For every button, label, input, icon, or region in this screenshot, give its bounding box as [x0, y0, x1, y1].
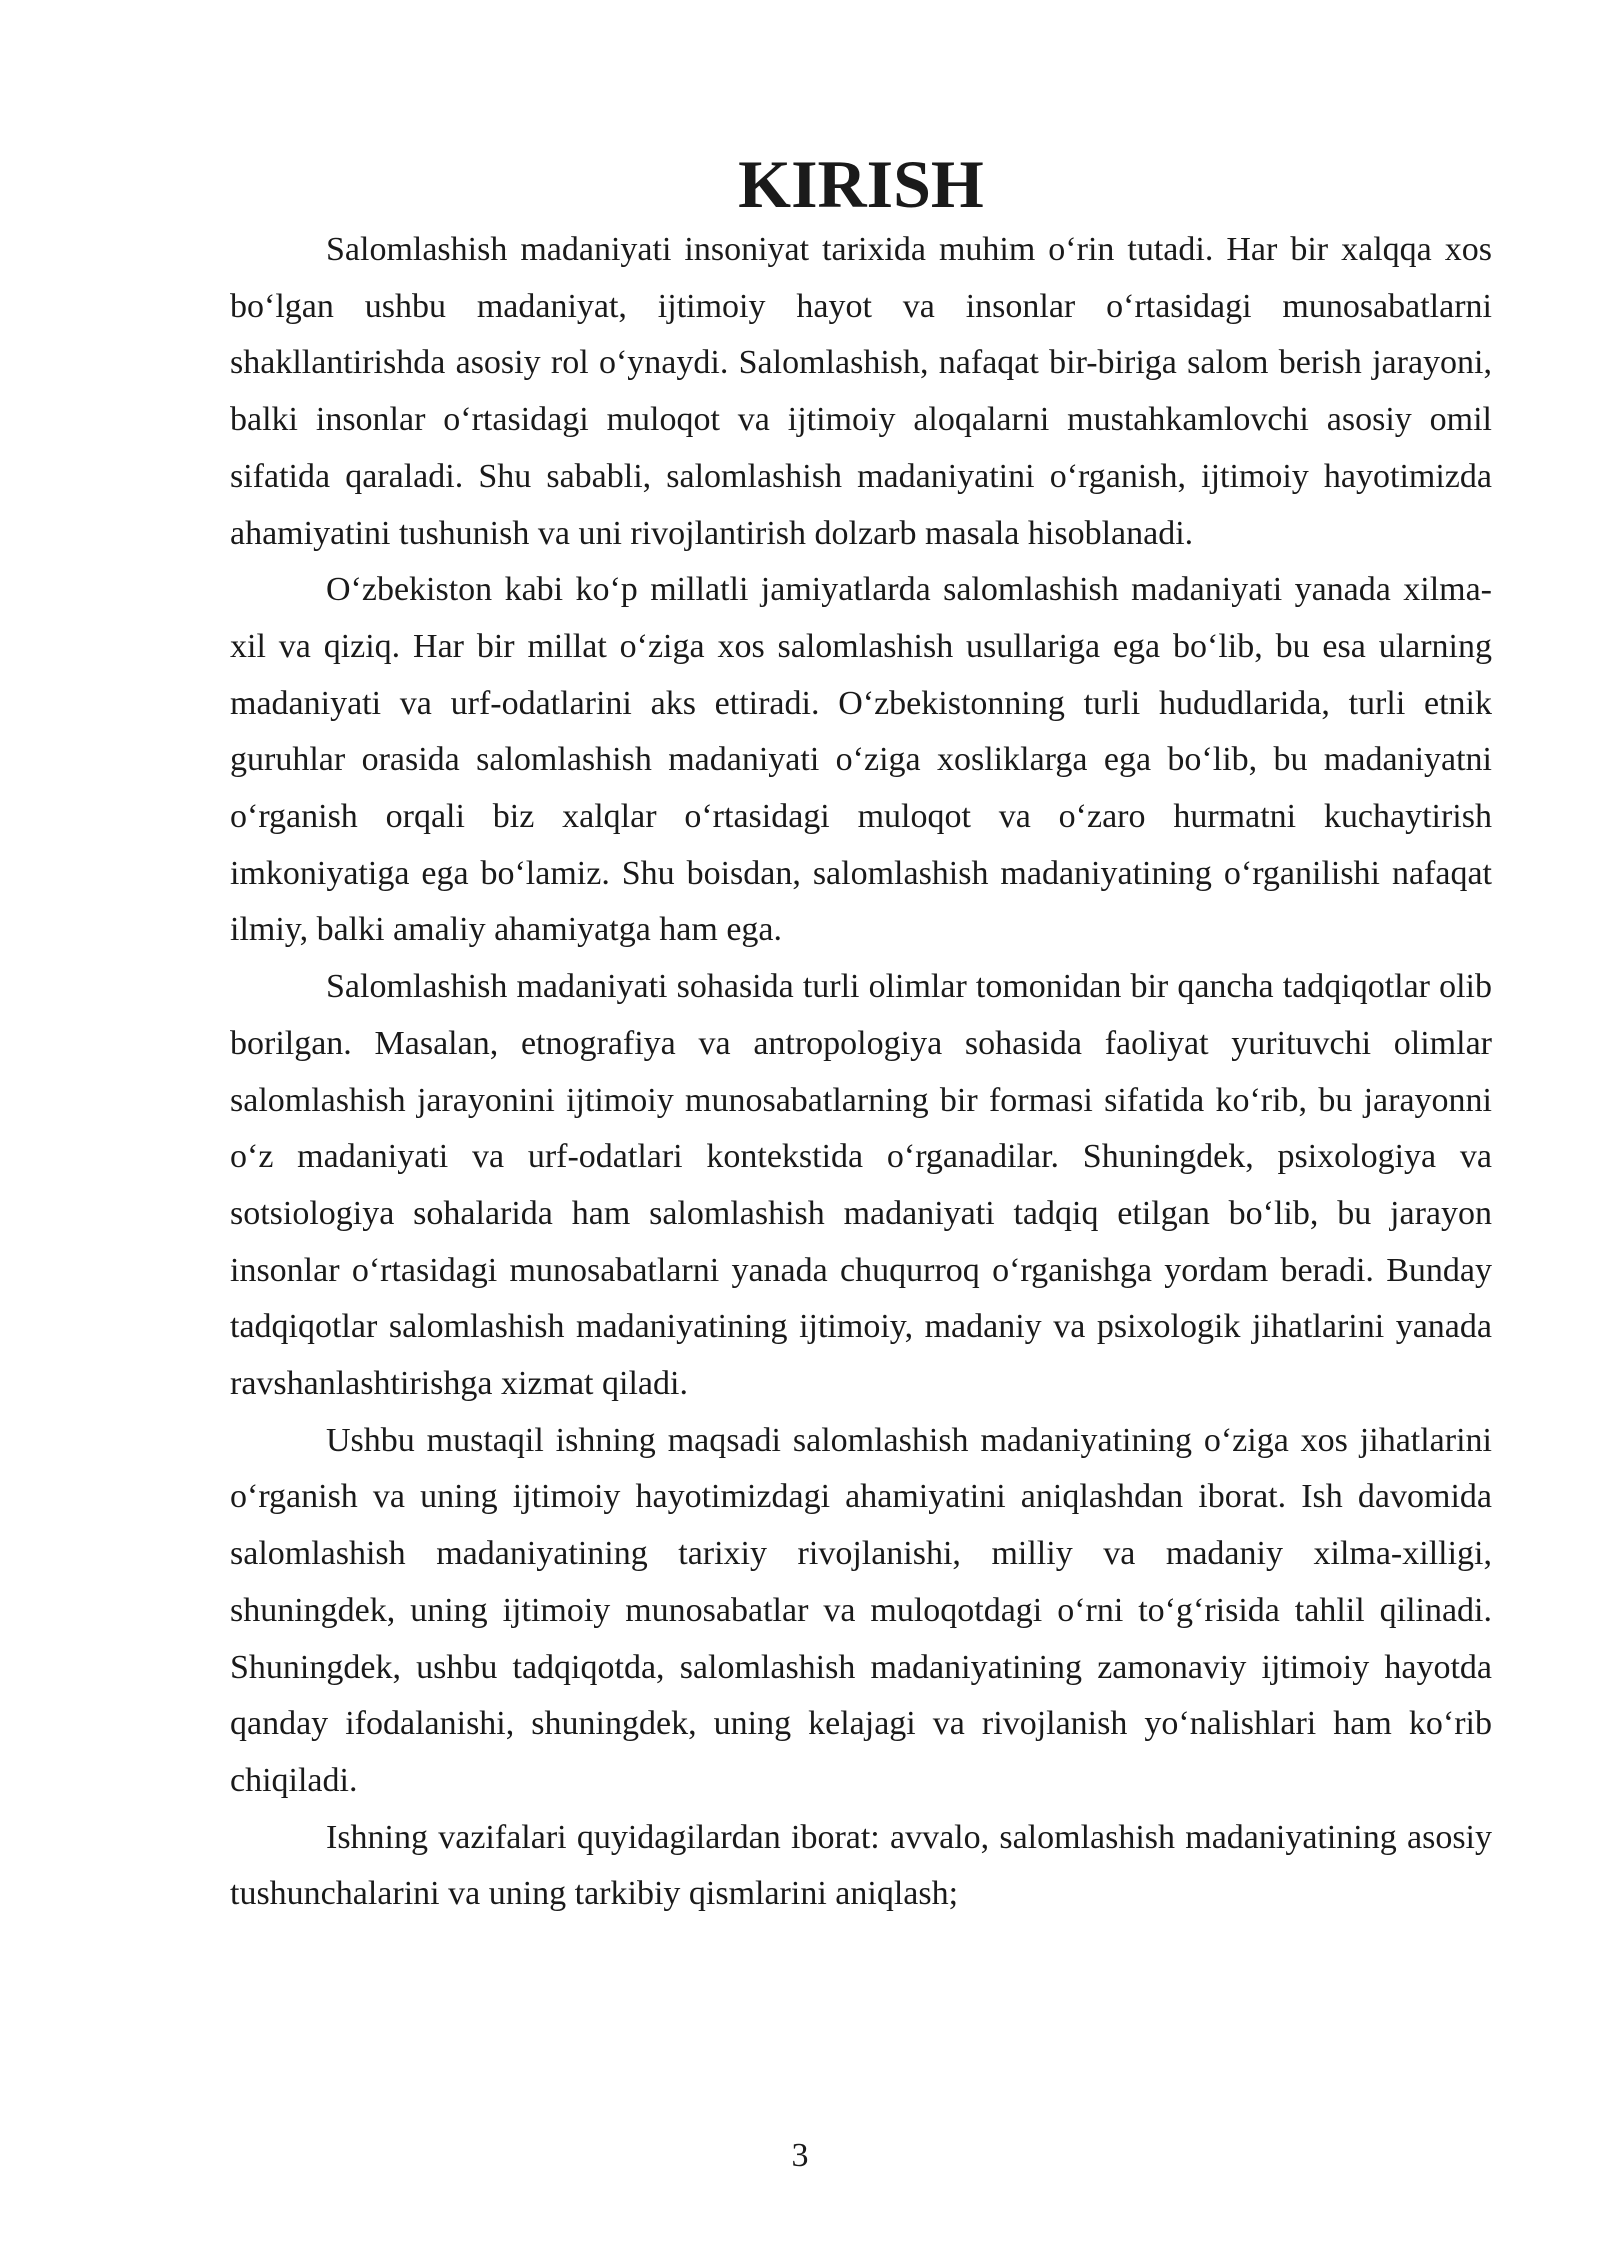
document-body: [230, 146, 1492, 1923]
paragraph-research: Salomlashish madaniyati sohasida turli olimlar tomonidan bir qancha tadqiqotlar olib borilgan. Masalan, etnografiya va antropologiya sohasida faoliyat yurituvchi olimlar salomlashish jarayonini ijtimoiy munosabatlarning bir formasi sifatida ko‘rib, bu jarayonni o‘z madaniyati va urf-odatlari kontekstida o‘rganadilar. Shuningdek, psixologiya va sotsiologiya sohalarida ham salomlashish madaniyati tadqiq etilgan bo‘lib, bu jarayon insonlar o‘rtasidagi munosabatlarni yanada chuqurroq o‘rganishga yordam beradi. Bunday tadqiqotlar salomlashish madaniyatining ijtimoiy, madaniy va psixologik jihatlarini yanada ravshanlashtirishga xizmat qiladi.: [230, 968, 1492, 1403]
section-heading: KIRISH: [738, 146, 984, 222]
paragraph-tasks: Ishning vazifalari quyidagilardan iborat: avvalo, salomlashish madaniyatining asosiy tushunchalarini va uning tarkibiy qismlarini aniqlash;: [230, 1818, 1492, 1913]
paragraph-uzbekistan: O‘zbekiston kabi ko‘p millatli jamiyatlarda salomlashish madaniyati yanada xilma-xil va qiziq. Har bir millat o‘ziga xos salomlashish usullariga ega bo‘lib, bu esa ularning madaniyati va urf-odatlarini aks ettiradi. O‘zbekistonning turli hududlarida, turli etnik guruhlar orasida salomlashish madaniyati o‘ziga xosliklarga ega bo‘lib, bu madaniyatni o‘rganish orqali biz xalqlar o‘rtasidagi muloqot va o‘zaro hurmatni kuchaytirish imkoniyatiga ega bo‘lamiz. Shu boisdan, salomlashish madaniyatining o‘rganilishi nafaqat ilmiy, balki amaliy ahamiyatga ham ega.: [230, 571, 1492, 949]
paragraph-goal: Ushbu mustaqil ishning maqsadi salomlashish madaniyatining o‘ziga xos jihatlarini o‘rganish va uning ijtimoiy hayotimizdagi ahamiyatini aniqlashdan iborat. Ish davomida salomlashish madaniyatining tarixiy rivojlanishi, milliy va madaniy xilma-xilligi, shuningdek, uning ijtimoiy munosabatlar va muloqotdagi o‘rni to‘g‘risida tahlil qilinadi. Shuningdek, ushbu tadqiqotda, salomlashish madaniyatining zamonaviy ijtimoiy hayotda qanday ifodalanishi, shuningdek, uning kelajagi va rivojlanish yo‘nalishlari ham ko‘rib chiqiladi.: [230, 1421, 1492, 1799]
paragraph-intro: Salomlashish madaniyati insoniyat tarixida muhim o‘rin tutadi. Har bir xalqqa xos bo‘lgan ushbu madaniyat, ijtimoiy hayot va insonlar o‘rtasidagi munosabatlarni shakllantirishda asosiy rol o‘ynaydi. Salomlashish, nafaqat bir-biriga salom berish jarayoni, balki insonlar o‘rtasidagi muloqot va ijtimoiy aloqalarni mustahkamlovchi asosiy omil sifatida qaraladi. Shu sababli, salomlashish madaniyatini o‘rganish, ijtimoiy hayotimizda ahamiyatini tushunish va uni rivojlantirish dolzarb masala hisoblanadi.: [230, 231, 1492, 552]
page-number: 3: [791, 2137, 809, 2174]
